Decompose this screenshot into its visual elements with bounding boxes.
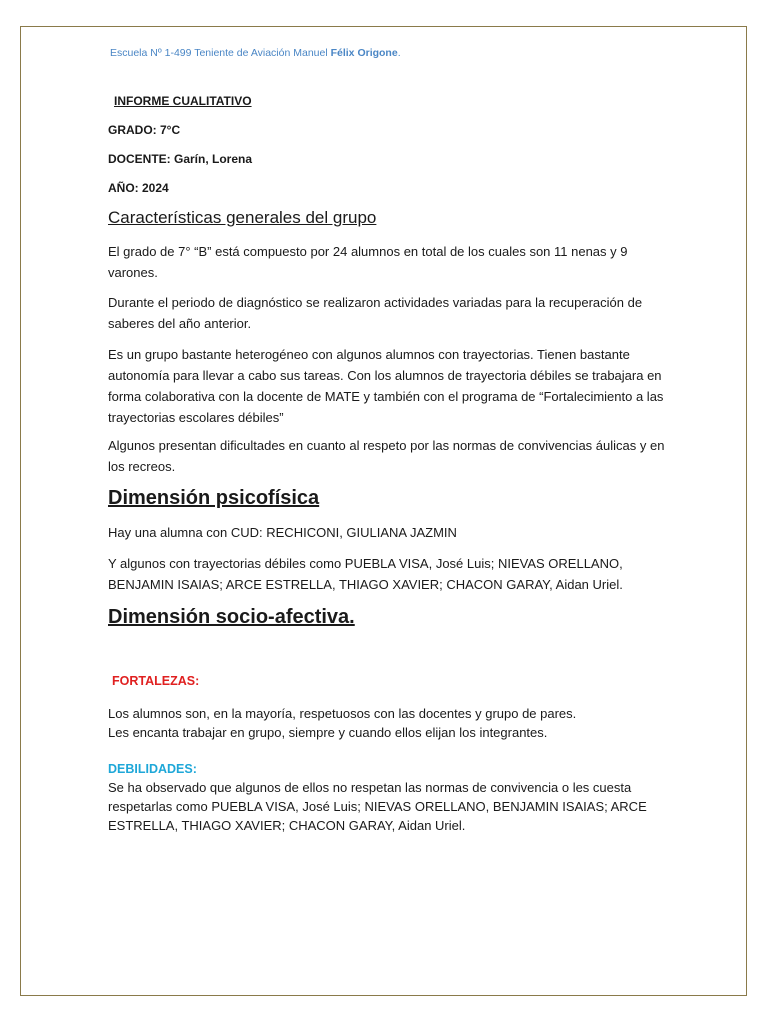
document-page bbox=[20, 26, 747, 996]
psicofisica-paragraph-2: Y algunos con trayectorias débiles como PUEBLA VISA, José Luis; NIEVAS ORELLANO, BENJAMIN ISAIAS; ARCE ESTRELLA, THIAGO XAVIER; CHACON GARAY, Aidan Uriel. bbox=[108, 556, 623, 592]
weaknesses-text: Se ha observado que algunos de ellos no respetan las normas de convivencia o les cuesta respetarlas como PUEBLA VISA, José Luis; NIEVAS ORELLANO, BENJAMIN ISAIAS; ARCE ESTRELLA, THIAGO XAVIER; CHACON GARAY, Aidan Uriel. bbox=[108, 780, 647, 833]
year-line: AÑO: 2024 bbox=[108, 181, 169, 195]
grade-line: GRADO: 7°C bbox=[108, 123, 181, 137]
section-heading-socioafectiva: Dimensión socio-afectiva. bbox=[108, 606, 355, 628]
strengths-line-1: Los alumnos son, en la mayoría, respetuosos con las docentes y grupo de pares. bbox=[108, 706, 577, 721]
psicofisica-paragraph-1: Hay una alumna con CUD: RECHICONI, GIULIANA JAZMIN bbox=[108, 525, 457, 540]
school-name-suffix: . bbox=[397, 47, 401, 59]
general-paragraph-1: El grado de 7° “B” está compuesto por 24 alumnos en total de los cuales son 11 nenas y 9 varones. bbox=[108, 244, 628, 280]
report-title: INFORME CUALITATIVO bbox=[114, 94, 252, 108]
teacher-line: DOCENTE: Garín, Lorena bbox=[108, 152, 253, 166]
section-heading-psicofisica: Dimensión psicofísica bbox=[108, 487, 320, 509]
school-header bbox=[110, 47, 401, 59]
school-name: Escuela Nº 1-499 Teniente de Aviación Manuel bbox=[110, 47, 331, 59]
general-paragraph-2: Durante el periodo de diagnóstico se realizaron actividades variadas para la recuperación de saberes del año anterior. bbox=[108, 295, 643, 331]
section-heading-general: Características generales del grupo bbox=[108, 208, 377, 227]
strengths-label: FORTALEZAS: bbox=[112, 674, 200, 688]
weaknesses-label: DEBILIDADES: bbox=[108, 762, 197, 776]
general-paragraph-4: Algunos presentan dificultades en cuanto al respeto por las normas de convivencias áulicas y en los recreos. bbox=[108, 438, 665, 474]
school-name-bold: Félix Origone bbox=[330, 47, 398, 59]
general-paragraph-3: Es un grupo bastante heterogéneo con algunos alumnos con trayectorias. Tienen bastante autonomía para llevar a cabo sus tareas. Con los alumnos de trayectoria débiles se trabajara en forma colaborativa con la docente de MATE y también con el programa de “Fortalecimiento a las trayectorias escolares débiles” bbox=[108, 347, 664, 425]
strengths-text bbox=[108, 704, 666, 742]
strengths-line-2: Les encanta trabajar en grupo, siempre y cuando ellos elijan los integrantes. bbox=[108, 725, 548, 740]
